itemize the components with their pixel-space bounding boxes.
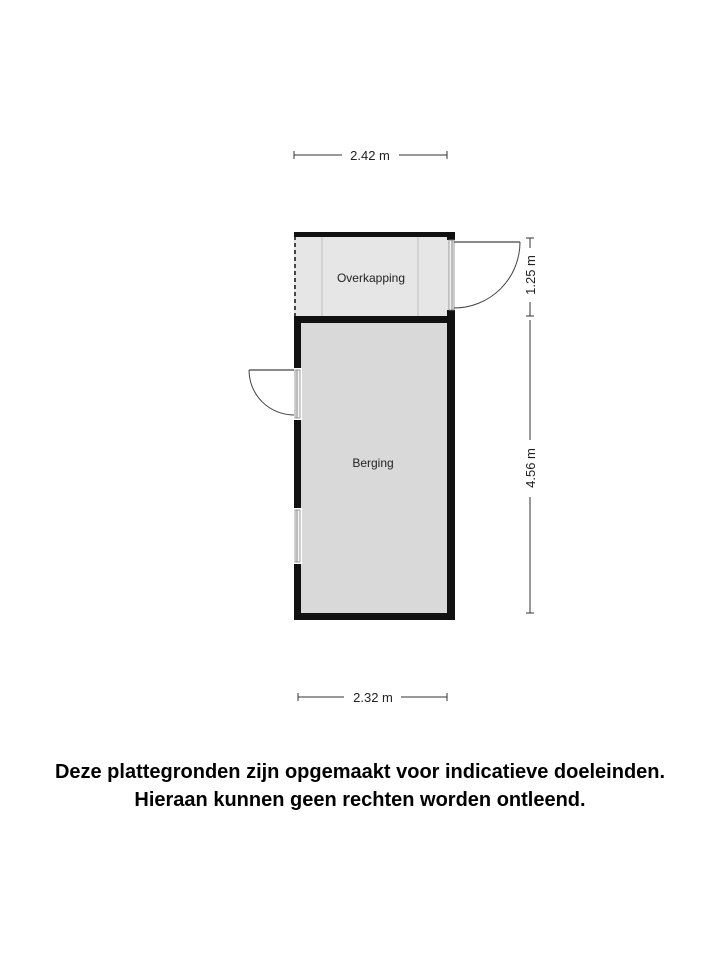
berging-window xyxy=(295,510,300,562)
room-overkapping xyxy=(294,232,520,320)
overkapping-door-frame xyxy=(449,240,454,310)
room-label-berging: Berging xyxy=(352,456,394,470)
overkapping-door-swing xyxy=(454,242,520,308)
berging-door-frame xyxy=(295,370,300,418)
disclaimer-line-2: Hieraan kunnen geen rechten worden ontleend. xyxy=(134,789,586,811)
room-berging xyxy=(249,316,455,620)
dimension-top-width xyxy=(294,148,447,163)
dimension-top-width-label: 2.42 m xyxy=(350,148,390,163)
dimension-right xyxy=(523,238,538,613)
room-label-overkapping: Overkapping xyxy=(336,271,406,285)
disclaimer-line-1: Deze plattegronden zijn opgemaakt voor indicatieve doeleinden. xyxy=(54,761,666,783)
overkapping-top-wall xyxy=(294,232,455,237)
dimension-bottom-width-label: 2.32 m xyxy=(353,690,393,705)
dimension-bottom-width xyxy=(298,690,447,705)
berging-door-swing xyxy=(249,370,294,415)
dimension-overkapping-label: 1.25 m xyxy=(523,255,538,295)
dimension-berging-label: 4.56 m xyxy=(523,448,538,488)
